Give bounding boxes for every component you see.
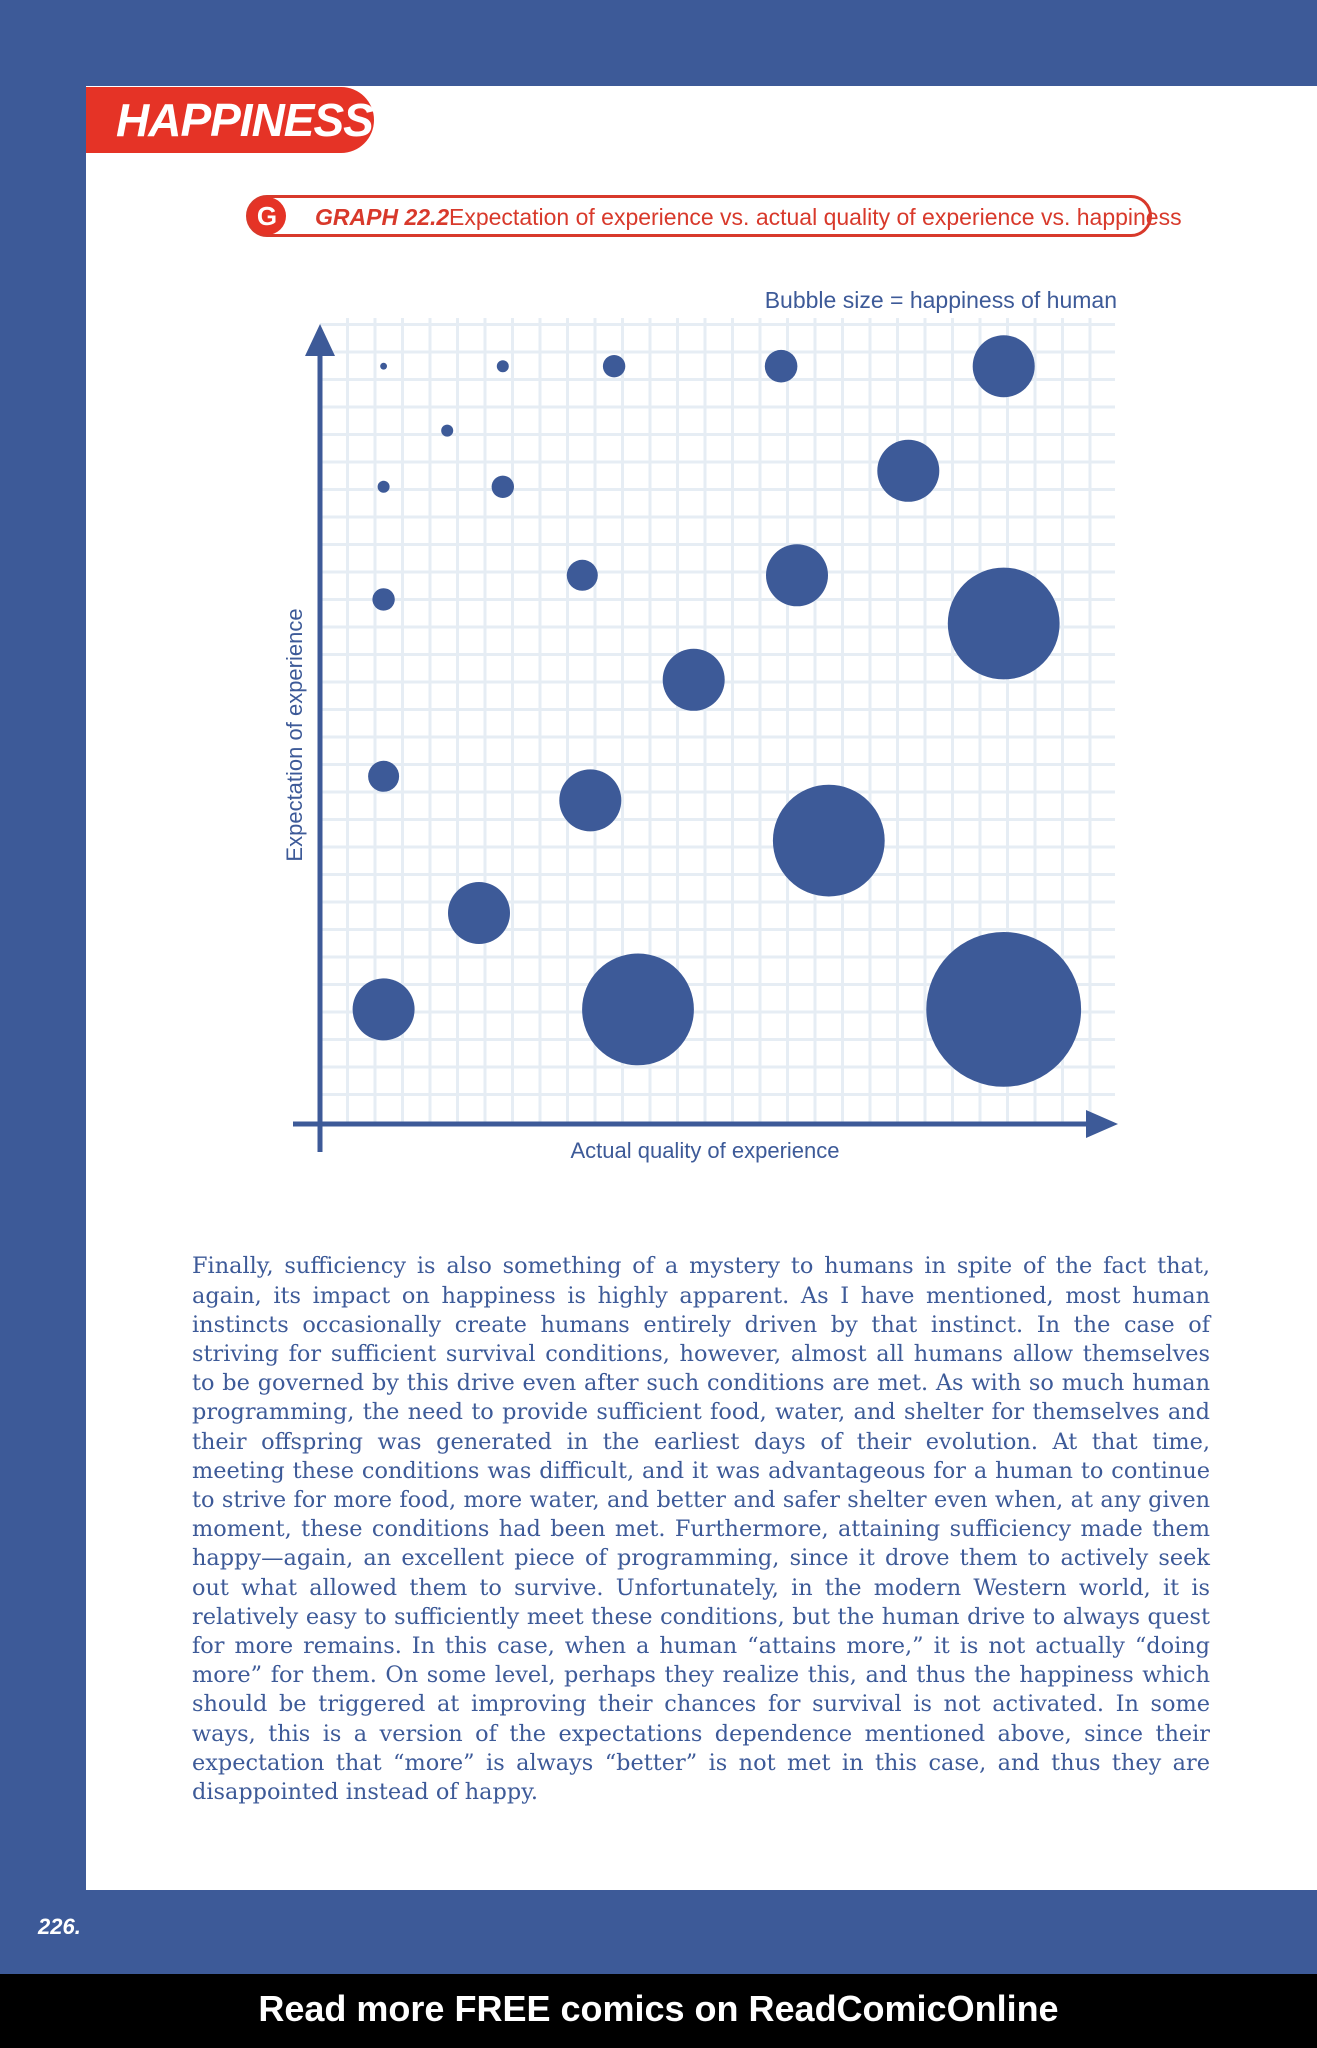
graph-number: GRAPH 22.2 <box>315 204 450 230</box>
y-axis-label: Expectation of experience <box>282 608 307 862</box>
graph-caption <box>246 195 1182 237</box>
bubble-12 <box>372 588 394 610</box>
bubble-8 <box>492 476 514 498</box>
graph-title: Expectation of experience vs. actual quality of experience vs. happiness <box>449 204 1182 230</box>
bubble-13 <box>948 568 1060 680</box>
bubble-6 <box>441 425 453 437</box>
bubble-chart <box>260 290 1130 1170</box>
bubble-9 <box>877 440 939 502</box>
bubble-17 <box>773 785 885 897</box>
bubble-14 <box>663 649 725 711</box>
bubble-10 <box>567 560 598 591</box>
x-axis-label: Actual quality of experience <box>570 1138 840 1163</box>
y-axis-arrow <box>305 324 335 356</box>
bubble-15 <box>368 761 399 792</box>
page-number: 226. <box>38 1914 81 1939</box>
body-paragraph: Finally, sufficiency is also something of a mystery to humans in spite of the fact that, again, its impact on happiness is highly apparent. As I have mentioned, most human instincts occasionally create humans entirely driven by that instinct. In the case of striving for sufficient survival conditions, however, almost all humans allow themselves to be governed by this drive even after such conditions are met. As with so much human programming, the need to provide sufficient food, water, and shelter for themselves and their offspring was generated in the earliest days of their evolution. At that time, meeting these conditions was difficult, and it was advantageous for a human to continue to strive for more food, more water, and better and safer shelter even when, at any given moment, these conditions had been met. Furthermore, attaining sufficiency made them happy—again, an excellent piece of programming, since it drove them to actively seek out what allowed them to survive. Unfortunately, in the modern Western world, it is relatively easy to sufficiently meet these conditions, but the human drive to always quest for more remains. In this case, when a human “attains more,” it is not actually “doing more” for them. On some level, perhaps they realize this, and thus the happiness which should be triggered at improving their chances for survival is not activated. In some ways, this is a version of the expectations dependence mentioned above, since their expectation that “more” is always “better” is not met in this case, and thus they are disappointed instead of happy. <box>192 1253 1210 1806</box>
bubble-7 <box>378 481 390 493</box>
bubble-3 <box>603 355 625 377</box>
bubble-4 <box>765 350 798 383</box>
bubble-19 <box>353 978 415 1040</box>
bubble-16 <box>559 769 621 831</box>
footer-banner-text[interactable]: Read more FREE comics on ReadComicOnline <box>258 1988 1059 2029</box>
bubble-1 <box>380 363 387 370</box>
section-title: HAPPINESS <box>116 94 373 146</box>
bubble-11 <box>766 544 828 606</box>
bubble-size-note: Bubble size = happiness of human <box>764 287 1117 313</box>
bubble-5 <box>973 335 1035 397</box>
bubble-18 <box>448 882 510 944</box>
section-tab <box>86 87 374 153</box>
bubble-21 <box>926 932 1081 1087</box>
footer-banner <box>0 1974 1317 2048</box>
bubble-2 <box>497 360 509 372</box>
bubble-20 <box>582 954 694 1066</box>
graph-badge: G <box>248 197 286 235</box>
x-axis-arrow <box>1086 1110 1118 1138</box>
